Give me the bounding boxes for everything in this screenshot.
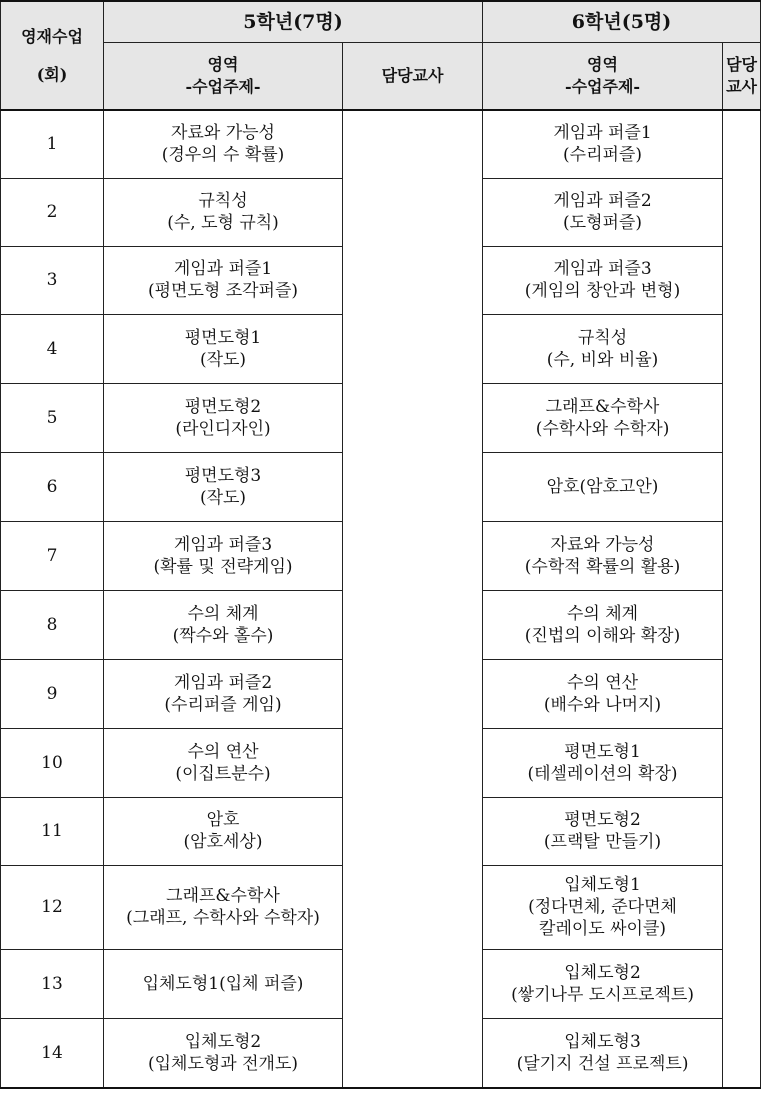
grade5-teacher-cell (343, 590, 483, 659)
grade6-topic: 평면도형1 (테셀레이션의 확장) (483, 728, 723, 797)
session-number: 13 (1, 949, 104, 1018)
table-row (1, 452, 761, 521)
schedule-body (1, 110, 761, 1088)
session-number: 10 (1, 728, 104, 797)
table-row (1, 383, 761, 452)
grade6-teacher-cell (723, 521, 761, 590)
grade5-teacher-header: 담당교사 (343, 43, 483, 111)
grade6-teacher-cell (723, 949, 761, 1018)
grade6-header: 6학년(5명) (483, 1, 761, 43)
grade5-topic: 게임과 퍼즐3 (확률 및 전략게임) (104, 521, 343, 590)
grade6-topic: 게임과 퍼즐1 (수리퍼즐) (483, 110, 723, 178)
table-row (1, 590, 761, 659)
grade5-teacher-cell (343, 797, 483, 865)
area-label: 영역 (207, 55, 239, 74)
grade6-topic: 평면도형2 (프랙탈 만들기) (483, 797, 723, 865)
grade6-teacher-cell (723, 590, 761, 659)
grade5-topic: 평면도형1 (작도) (104, 314, 343, 383)
grade5-teacher-cell (343, 1018, 483, 1088)
grade5-header: 5학년(7명) (104, 1, 483, 43)
grade6-teacher-cell (723, 865, 761, 949)
grade6-teacher-cell (723, 383, 761, 452)
grade5-topic: 입체도형1(입체 퍼즐) (104, 949, 343, 1018)
grade6-topic: 게임과 퍼즐2 (도형퍼즐) (483, 178, 723, 246)
grade6-teacher-header: 담당교사 (723, 43, 761, 111)
grade5-teacher-cell (343, 110, 483, 178)
table-row (1, 728, 761, 797)
session-number: 11 (1, 797, 104, 865)
area-sub-label: -수업주제- (564, 77, 641, 96)
grade5-teacher-cell (343, 865, 483, 949)
table-row (1, 865, 761, 949)
grade6-topic: 입체도형1 (정다면체, 준다면체 칼레이도 싸이클) (483, 865, 723, 949)
session-number: 3 (1, 246, 104, 314)
grade5-topic: 그래프&수학사 (그래프, 수학사와 수학자) (104, 865, 343, 949)
grade6-topic: 수의 연산 (배수와 나머지) (483, 659, 723, 728)
table-row (1, 949, 761, 1018)
grade6-teacher-cell (723, 110, 761, 178)
session-number: 9 (1, 659, 104, 728)
grade6-teacher-cell (723, 178, 761, 246)
grade5-teacher-cell (343, 452, 483, 521)
grade5-teacher-cell (343, 521, 483, 590)
grade5-topic: 규칙성 (수, 도형 규칙) (104, 178, 343, 246)
grade5-area-header (104, 43, 343, 111)
grade5-teacher-cell (343, 178, 483, 246)
table-row (1, 797, 761, 865)
grade6-topic: 입체도형2 (쌓기나무 도시프로젝트) (483, 949, 723, 1018)
grade5-teacher-cell (343, 314, 483, 383)
grade5-teacher-cell (343, 383, 483, 452)
area-label: 영역 (587, 55, 618, 74)
grade6-teacher-cell (723, 246, 761, 314)
table-row (1, 521, 761, 590)
area-sub-label: -수업주제- (185, 77, 261, 96)
grade5-topic: 수의 연산 (이집트분수) (104, 728, 343, 797)
session-number: 12 (1, 865, 104, 949)
grade5-topic: 암호 (암호세상) (104, 797, 343, 865)
table-row (1, 659, 761, 728)
session-unit: (회) (36, 64, 68, 84)
table-row (1, 246, 761, 314)
grade6-teacher-cell (723, 728, 761, 797)
session-number: 2 (1, 178, 104, 246)
grade6-teacher-cell (723, 452, 761, 521)
session-number: 7 (1, 521, 104, 590)
grade6-teacher-cell (723, 1018, 761, 1088)
grade5-topic: 입체도형2 (입체도형과 전개도) (104, 1018, 343, 1088)
grade6-topic: 게임과 퍼즐3 (게임의 창안과 변형) (483, 246, 723, 314)
table-row (1, 178, 761, 246)
grade5-teacher-cell (343, 659, 483, 728)
grade6-teacher-cell (723, 314, 761, 383)
grade6-teacher-cell (723, 659, 761, 728)
grade6-topic: 수의 체계 (진법의 이해와 확장) (483, 590, 723, 659)
grade5-topic: 자료와 가능성 (경우의 수 확률) (104, 110, 343, 178)
session-number: 4 (1, 314, 104, 383)
grade6-topic: 규칙성 (수, 비와 비율) (483, 314, 723, 383)
grade5-teacher-cell (343, 728, 483, 797)
session-number: 14 (1, 1018, 104, 1088)
grade5-topic: 평면도형2 (라인디자인) (104, 383, 343, 452)
grade5-topic: 평면도형3 (작도) (104, 452, 343, 521)
grade6-topic: 자료와 가능성 (수학적 확률의 활용) (483, 521, 723, 590)
session-header (1, 1, 104, 110)
grade6-topic: 암호(암호고안) (483, 452, 723, 521)
grade5-topic: 게임과 퍼즐2 (수리퍼즐 게임) (104, 659, 343, 728)
table-row (1, 314, 761, 383)
grade6-topic: 그래프&수학사 (수학사와 수학자) (483, 383, 723, 452)
grade5-topic: 게임과 퍼즐1 (평면도형 조각퍼즐) (104, 246, 343, 314)
grade5-topic: 수의 체계 (짝수와 홀수) (104, 590, 343, 659)
grade6-area-header (483, 43, 723, 111)
session-number: 5 (1, 383, 104, 452)
session-number: 1 (1, 110, 104, 178)
table-row (1, 110, 761, 178)
grade6-teacher-cell (723, 797, 761, 865)
grade5-teacher-cell (343, 246, 483, 314)
session-number: 6 (1, 452, 104, 521)
grade5-teacher-cell (343, 949, 483, 1018)
session-label: 영재수업 (21, 26, 83, 46)
session-number: 8 (1, 590, 104, 659)
grade6-topic: 입체도형3 (달기지 건설 프로젝트) (483, 1018, 723, 1088)
table-row (1, 1018, 761, 1088)
